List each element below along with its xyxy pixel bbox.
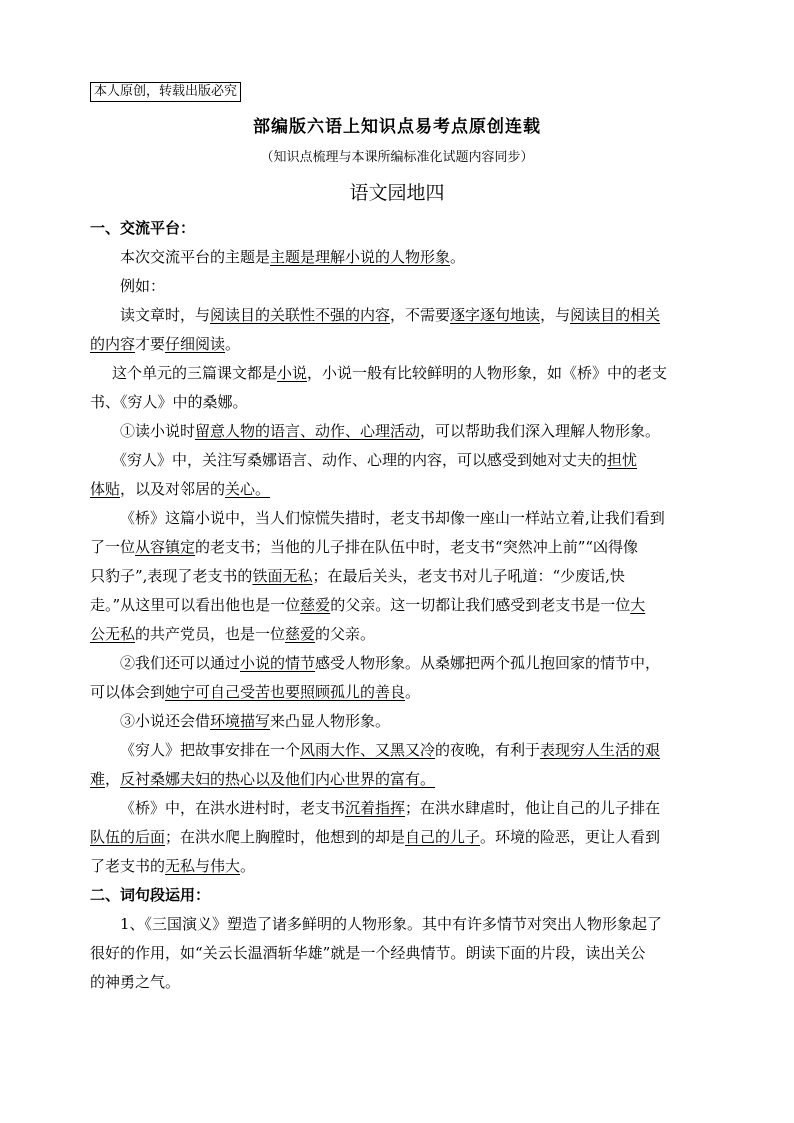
paragraph-bridge-l3: 只豹子”,表现了老支书的铁面无私；在最后关头，老支书对儿子吼道：“少废话,快 — [90, 567, 625, 585]
paragraph-bridge-l2: 了一位从容镇定的老支书；当他的儿子排在队伍中时，老支书“突然冲上前”“凶得像 — [90, 538, 639, 556]
document-subtitle: （知识点梳理与本课所编标准化试题内容同步） — [260, 150, 534, 165]
paragraph-three-kingdoms-l3: 的神勇之气。 — [90, 973, 181, 991]
paragraph-point-2-cont: 可以体会到她宁可自己受苦也要照顾孤儿的善良。 — [90, 683, 421, 701]
paragraph-bridge-setting-end: 了老支书的无私与伟大。 — [90, 857, 256, 875]
paragraph-example-label: 例如： — [120, 277, 166, 295]
paragraph-bridge-setting-cont: 队伍的后面；在洪水爬上胸膛时，他想到的却是自己的儿子。环境的险恶，更让人看到 — [90, 828, 661, 846]
document-title: 部编版六语上知识点易考点原创连载 — [253, 117, 541, 137]
paragraph-reading-purpose: 读文章时，与阅读目的关联性不强的内容，不需要逐字逐句地读，与阅读目的相关 — [120, 306, 661, 324]
paragraph-poor-people-cont: 体贴，以及对邻居的关心。 — [90, 480, 271, 498]
paragraph-bridge-l4: 走。”从这里可以看出他也是一位慈爱的父亲。这一切都让我们感受到老支书是一位大 — [90, 596, 646, 614]
paragraph-three-kingdoms-l1: 1、《三国演义》塑造了诸多鲜明的人物形象。其中有许多情节对突出人物形象起了 — [120, 915, 663, 933]
paragraph-poor-setting: 《穷人》把故事安排在一个风雨大作、又黑又冷的夜晚，有利于表现穷人生活的艰 — [120, 741, 661, 759]
paragraph-unit-novels-cont: 书、《穷人》中的桑娜。 — [90, 393, 248, 411]
paragraph-bridge-l1: 《桥》这篇小说中，当人们惊慌失措时，老支书却像一座山一样站立着,让我们看到 — [120, 509, 665, 527]
document-body — [90, 214, 702, 997]
section-heading-exchange: 一、交流平台： — [90, 219, 196, 237]
paragraph-poor-setting-cont: 难，反衬桑娜夫妇的热心以及他们内心世界的富有。 — [90, 770, 436, 788]
paragraph-theme: 本次交流平台的主题是主题是理解小说的人物形象。 — [120, 248, 466, 266]
copyright-stamp: 本人原创，转载出版必究 — [90, 82, 241, 102]
paragraph-point-1: ①读小说时留意人物的语言、动作、心理活动，可以帮助我们深入理解人物形象。 — [120, 422, 661, 440]
paragraph-bridge-l5: 公无私的共产党员，也是一位慈爱的父亲。 — [90, 625, 376, 643]
paragraph-three-kingdoms-l2: 很好的作用，如“关云长温酒斩华雄”就是一个经典情节。朗读下面的片段，读出关公 — [90, 944, 646, 962]
paragraph-point-2: ②我们还可以通过小说的情节感受人物形象。从桑娜把两个孤儿抱回家的情节中， — [120, 654, 661, 672]
section-heading-usage: 二、词句段运用： — [90, 886, 211, 904]
paragraph-point-3: ③小说还会借环境描写来凸显人物形象。 — [120, 712, 391, 730]
paragraph-poor-people: 《穷人》中，关注写桑娜语言、动作、心理的内容，可以感受到她对丈夫的担忧 — [112, 451, 638, 469]
paragraph-bridge-setting: 《桥》中，在洪水进村时，老支书沉着指挥；在洪水肆虐时，他让自己的儿子排在 — [120, 799, 661, 817]
paragraph-reading-purpose-cont: 的内容才要仔细阅读。 — [90, 335, 241, 353]
paragraph-unit-novels: 这个单元的三篇课文都是小说，小说一般有比较鲜明的人物形象，如《桥》中的老支 — [112, 364, 668, 382]
unit-title: 语文园地四 — [349, 182, 445, 204]
